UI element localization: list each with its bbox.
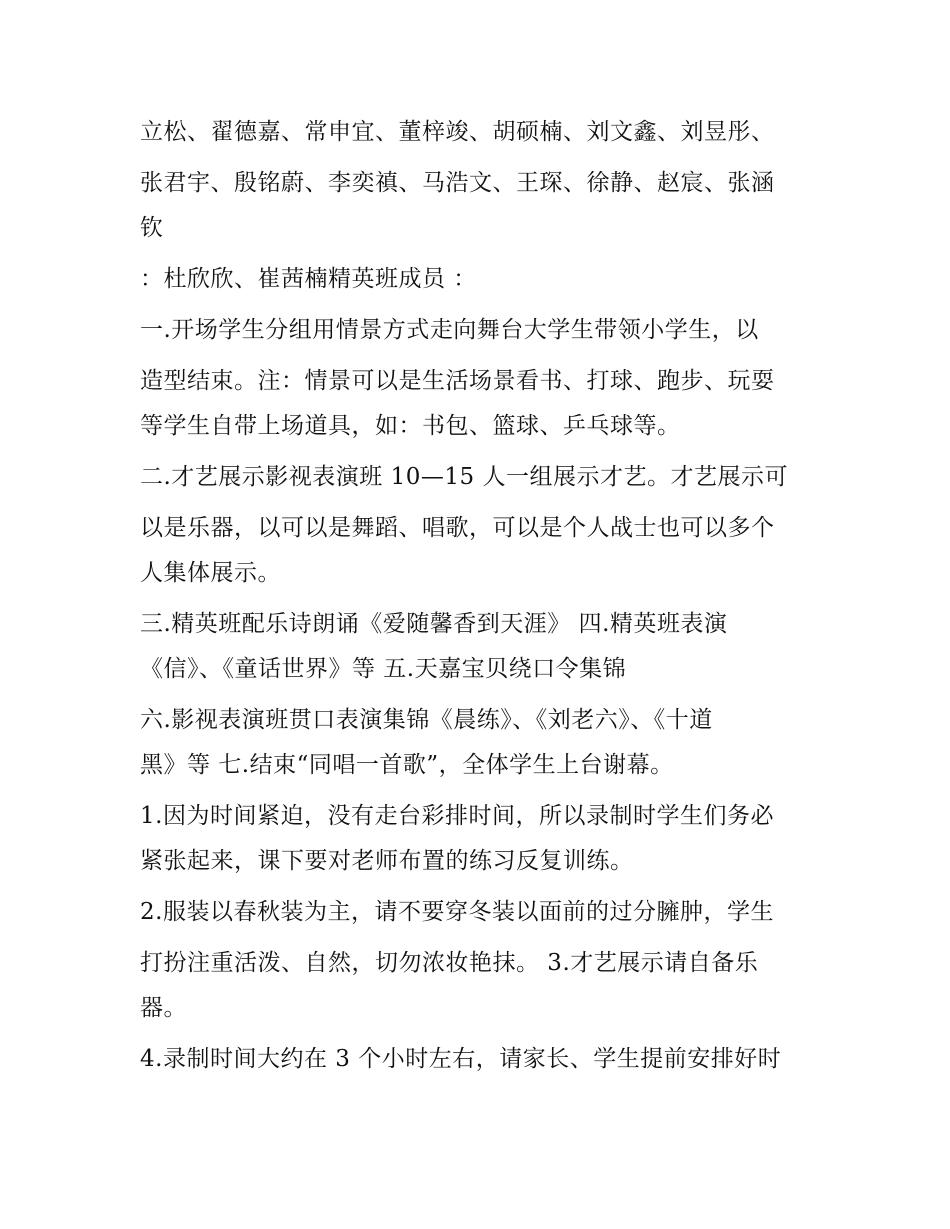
text-line-1: 立松、翟德嘉、常申宜、董梓竣、胡硕楠、刘文鑫、刘昱彤、 [140, 119, 775, 145]
text-line-17: 2.服装以春秋装为主，请不要穿冬装以面前的过分臃肿，学生 [140, 899, 774, 925]
text-line-11: 三.精英班配乐诗朗诵《爱随馨香到天涯》 四.精英班表演 [140, 611, 728, 637]
text-line-14: 黑》等 七.结束“同唱一首歌”，全体学生上台谢幕。 [140, 752, 674, 778]
text-line-2: 张君宇、殷铭蔚、李奕禛、马浩文、王琛、徐静、赵宸、张涵 [140, 170, 775, 196]
text-line-15: 1.因为时间紧迫，没有走台彩排时间，所以录制时学生们务必 [140, 803, 774, 829]
text-line-4: ：杜欣欣、崔茜楠精英班成员 ： [140, 266, 477, 292]
text-line-18: 打扮注重活泼、自然，切勿浓妆艳抹。 3.才艺展示请自备乐 [140, 950, 759, 976]
text-line-10: 人集体展示。 [140, 560, 281, 586]
text-line-5: 一.开场学生分组用情景方式走向舞台大学生带领小学生，以 [140, 317, 759, 343]
text-line-8: 二.才艺展示影视表演班 10—15 人一组展示才艺。才艺展示可 [140, 464, 788, 490]
text-line-19: 器。 [140, 995, 187, 1021]
text-line-6: 造型结束。注：情景可以是生活场景看书、打球、跑步、玩耍 [140, 368, 775, 394]
body-text [140, 110, 820, 1082]
text-line-16: 紧张起来，课下要对老师布置的练习反复训练。 [140, 848, 634, 874]
text-line-3: 钦 [140, 215, 164, 241]
text-line-12: 《信》、《童话世界》等 五.天嘉宝贝绕口令集锦 [140, 656, 627, 682]
text-line-20: 4.录制时间大约在 3 个小时左右，请家长、学生提前安排好时 [140, 1046, 782, 1072]
text-line-7: 等学生自带上场道具，如：书包、篮球、乒乓球等。 [140, 413, 681, 439]
text-line-13: 六.影视表演班贯口表演集锦《晨练》、《刘老六》、《十道 [140, 707, 713, 733]
text-line-9: 以是乐器，以可以是舞蹈、唱歌，可以是个人战士也可以多个 [140, 515, 775, 541]
